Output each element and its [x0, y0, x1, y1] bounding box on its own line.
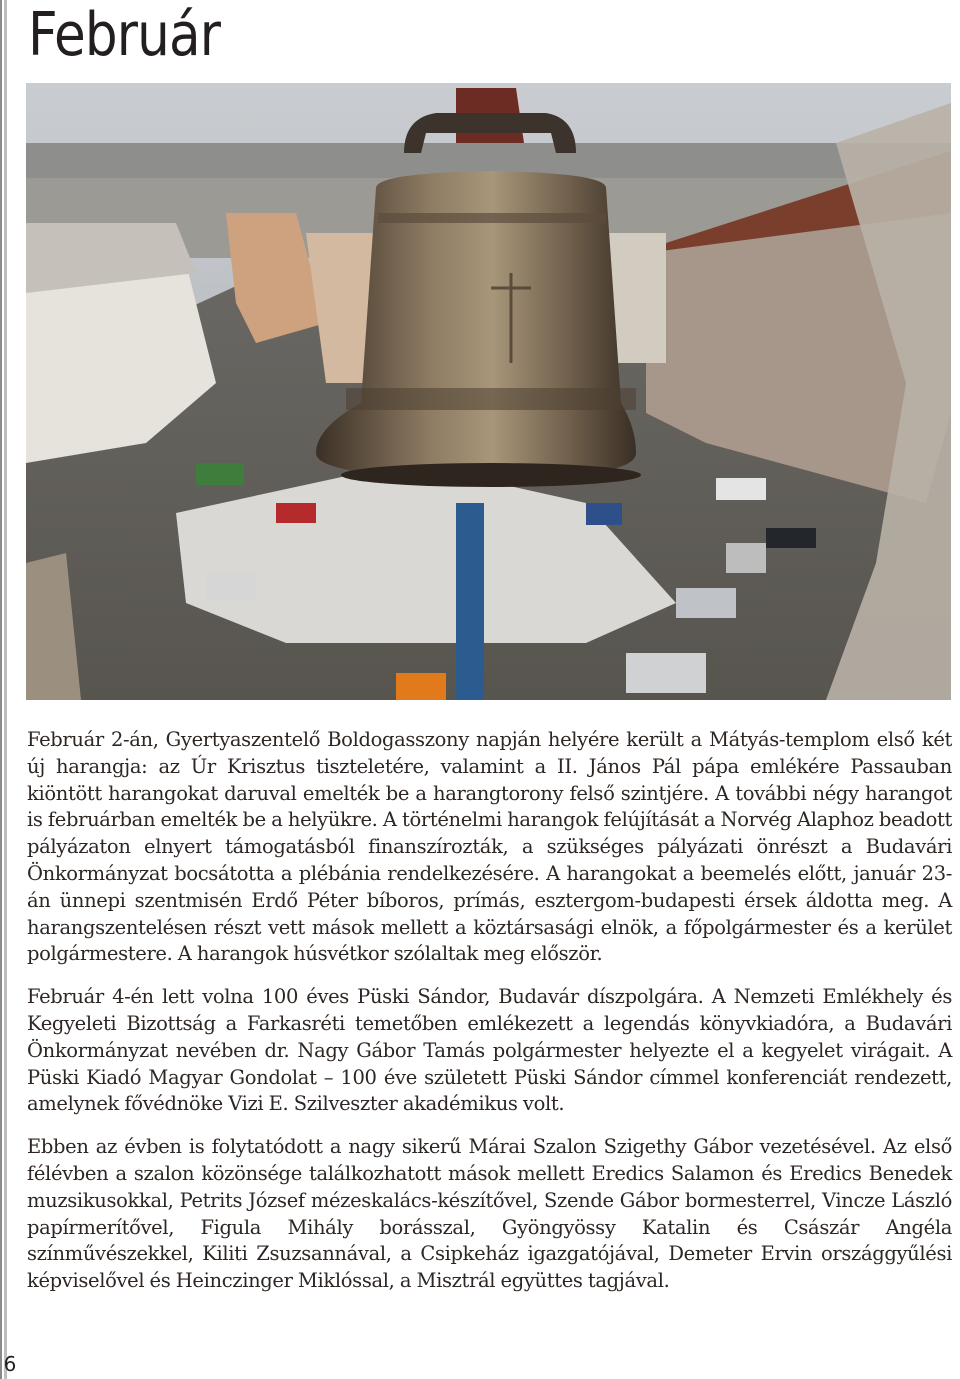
article-body: [27, 727, 952, 1295]
article-paragraph-marai-szalon: Ebben az évben is folytatódott a nagy sikerű Márai Szalon Szigethy Gábor vezetésével. Az első félévben a szalon közönsége találkozhatott mások mellett Eredics Salamon és Eredics Benedek muzsikusokkal, Petrits József mézeskalács-készítővel, Szende Gábor bormesterrel, Vincze László papírmerítővel, Figula Mihály borásszal, Gyöngyössy Katalin és Császár Angéla színművészekkel, Kiliti Zsuzsannával, a Csipkeház igazgatójával, Demeter Ervin országgyűlési képviselővel és Heinczinger Miklóssal, a Misztrál együttes tagjával.: [27, 1135, 952, 1293]
article-photo: [26, 83, 951, 700]
page-margin-rule: [0, 0, 7, 1379]
page-title: Február: [28, 0, 221, 70]
page-number: 6: [3, 1352, 17, 1376]
article-paragraph-bells: Február 2-án, Gyertyaszentelő Boldogasszony napján helyére került a Mátyás-templom első két új harangja: az Úr Krisztus tiszteletére, valamint a II. János Pál pápa emlékére Passauban kiöntött harangokat daruval emelték be a harangtorony felső szintjére. A további négy harangot is februárban emelték be a helyükre. A történelmi harangok felújítását a Norvég Alaphoz beadott pályázaton elnyert támogatásból finanszírozták, a szükséges pályázati önrészt a Budavári Önkormányzat bocsátotta a plébánia rendelkezésére. A harangokat a beemelés előtt, január 23-án ünnepi szentmisén Erdő Péter bíboros, prímás, esztergom-budapesti érsek áldotta meg. A harangszentelésen részt vett mások mellett a köztársasági elnök, a főpolgármester és a kerület polgármestere. A harangok húsvétkor szólaltak meg először.: [27, 728, 952, 966]
article-paragraph-puski: Február 4-én lett volna 100 éves Püski Sándor, Budavár díszpolgára. A Nemzeti Emlékhely és Kegyeleti Bizottság a Farkasréti temetőben emlékezett a legendás könyvkiadóra, a Budavári Önkormányzat nevében dr. Nagy Gábor Tamás polgármester helyezte el a kegyelet virágait. A Püski Kiadó Magyar Gondolat – 100 éve született Püski Sándor címmel konferenciát rendezett, amelynek fővédnöke Vizi E. Szilveszter akadémikus volt.: [27, 985, 952, 1116]
